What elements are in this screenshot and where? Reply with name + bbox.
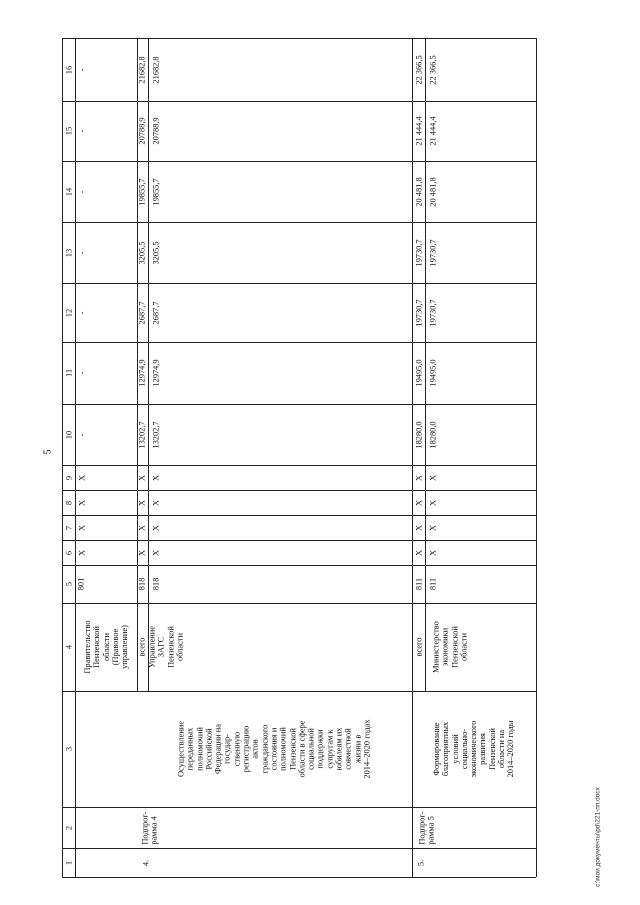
table-cell: X xyxy=(428,549,438,556)
table-cell: X xyxy=(137,499,147,506)
table-subrow-divider xyxy=(148,38,149,691)
table-cell: 5. xyxy=(416,859,426,866)
table-cell: - xyxy=(77,433,87,436)
table-row-divider xyxy=(75,38,76,877)
column-header-cell: 14 xyxy=(63,187,73,196)
table-cell: X xyxy=(151,524,161,531)
table-cell: Подпрог- рамма 4 xyxy=(140,810,159,845)
table-cell: X xyxy=(137,549,147,556)
table-column-divider xyxy=(62,565,536,566)
column-header-cell: 2 xyxy=(63,825,73,830)
table-cell: 21682,8 xyxy=(137,55,147,84)
table-cell: 22 366,5 xyxy=(428,54,438,85)
table-cell: X xyxy=(414,499,424,506)
table-column-divider xyxy=(62,342,536,343)
table-cell: 20788,9 xyxy=(151,117,161,145)
table-cell: - xyxy=(77,129,87,133)
column-header-cell: 4 xyxy=(63,644,73,650)
table-cell: 818 xyxy=(137,577,147,591)
footer-path: c:\мои документы\pd\221-пп.docx xyxy=(594,787,602,887)
table-cell: X xyxy=(428,524,438,531)
table-cell: X xyxy=(77,549,87,556)
table-border-right xyxy=(536,38,537,877)
table-cell: Осуществление переданных полномочий Российской Федерации на государ- ственную регистрацию актов гражданского состояния и полномочий Пензенской области в сфере социальной поддержки супругам к юбилеям их совместной жизни в 2014–2020 годах xyxy=(176,719,372,779)
table-border-top xyxy=(62,38,536,39)
table-cell: - xyxy=(77,311,87,314)
table-column-divider xyxy=(62,540,536,541)
table-cell: - xyxy=(77,190,87,193)
table-cell: 12974,9 xyxy=(137,359,147,387)
table-cell: 13202,7 xyxy=(151,420,161,449)
table-cell: 811 xyxy=(428,577,438,591)
page-number: 5 xyxy=(42,449,54,455)
table-cell: 20 481,8 xyxy=(414,176,424,207)
table-cell: 4. xyxy=(141,859,151,866)
table-row-divider xyxy=(412,38,413,877)
table-cell: всего xyxy=(137,637,147,657)
table-column-divider xyxy=(62,101,536,102)
table-column-divider xyxy=(62,465,536,466)
table-column-divider xyxy=(62,404,536,405)
column-header-cell: 8 xyxy=(63,500,73,505)
table-column-divider xyxy=(62,848,536,849)
table-cell: X xyxy=(151,549,161,556)
table-cell: X xyxy=(151,474,161,481)
table-cell: 13202,7 xyxy=(137,420,147,449)
table-cell: - xyxy=(77,68,87,71)
table-cell: 19855,7 xyxy=(151,177,161,206)
table-cell: Правительство Пензенской области (Правовое управление) xyxy=(82,620,129,674)
table-cell: всего xyxy=(414,637,424,657)
table-border-bottom xyxy=(62,877,536,878)
table-cell: 21682,8 xyxy=(151,55,161,84)
table-cell: 22 366,5 xyxy=(414,54,424,85)
column-header-cell: 6 xyxy=(63,550,73,555)
table-cell: 19855,7 xyxy=(137,177,147,206)
table-cell: 3205,5 xyxy=(151,240,161,265)
table-cell: 801 xyxy=(76,577,86,591)
column-header-cell: 16 xyxy=(63,65,73,74)
table-cell: Министерство экономики Пензенской области xyxy=(431,621,469,673)
table-cell: X xyxy=(428,474,438,481)
table-cell: X xyxy=(137,524,147,531)
table-column-divider xyxy=(62,161,536,162)
table-cell: X xyxy=(414,549,424,556)
table-column-divider xyxy=(62,283,536,284)
table-cell: Управление ЗАГС Пензенской области xyxy=(147,625,185,669)
table-cell: 811 xyxy=(414,577,424,591)
table-cell: 19495,0 xyxy=(428,359,438,387)
table-column-divider xyxy=(62,807,536,808)
table-cell: X xyxy=(414,524,424,531)
table-cell: 12974,9 xyxy=(151,359,161,387)
column-header-cell: 13 xyxy=(63,248,73,257)
table-cell: 19730,7 xyxy=(428,298,438,327)
table-cell: 21 444,4 xyxy=(428,116,438,146)
table-column-divider xyxy=(62,691,536,692)
table-cell: - xyxy=(77,371,87,375)
column-header-cell: 9 xyxy=(63,475,73,480)
column-header-cell: 12 xyxy=(63,308,73,317)
table-cell: X xyxy=(77,524,87,531)
table-column-divider xyxy=(62,222,536,223)
column-header-cell: 10 xyxy=(63,430,73,439)
table-column-divider xyxy=(62,515,536,516)
table-column-divider xyxy=(62,490,536,491)
column-header-cell: 11 xyxy=(63,368,73,378)
column-header-cell: 3 xyxy=(63,746,73,752)
column-header-cell: 15 xyxy=(63,126,73,136)
table-cell: 2687,7 xyxy=(137,300,147,325)
column-header-cell: 7 xyxy=(63,525,73,530)
table-cell: 19730,7 xyxy=(414,238,424,267)
table-cell: - xyxy=(77,251,87,254)
table-cell: X xyxy=(77,499,87,506)
table-cell: 818 xyxy=(151,577,161,591)
table-cell: 3205,5 xyxy=(137,240,147,265)
table-cell: 20788,9 xyxy=(137,117,147,145)
column-header-cell: 1 xyxy=(63,860,73,865)
table-subrow-divider xyxy=(425,38,426,691)
table-cell: Подпрог- рамма 5 xyxy=(417,810,436,845)
table-cell: 19495,0 xyxy=(414,359,424,387)
table-cell: 20 481,8 xyxy=(428,176,438,207)
table-border-left xyxy=(62,38,63,877)
table-cell: 18280,0 xyxy=(428,420,438,449)
table-cell: X xyxy=(428,499,438,506)
table-cell: X xyxy=(137,474,147,481)
table-cell: Формирование благоприятных условий социально- экономического развития Пензенской области на 2014–2020 годы xyxy=(432,720,516,778)
table-cell: X xyxy=(151,499,161,506)
column-header-cell: 5 xyxy=(63,581,73,587)
table-cell: 19730,7 xyxy=(414,298,424,327)
table-cell: 19730,7 xyxy=(428,238,438,267)
table-cell: X xyxy=(414,474,424,481)
table-cell: 18280,0 xyxy=(414,420,424,449)
table-cell: 21 444,4 xyxy=(414,116,424,146)
table-cell: 2687,7 xyxy=(151,300,161,325)
table-cell: X xyxy=(77,474,87,481)
table-column-divider xyxy=(62,603,536,604)
